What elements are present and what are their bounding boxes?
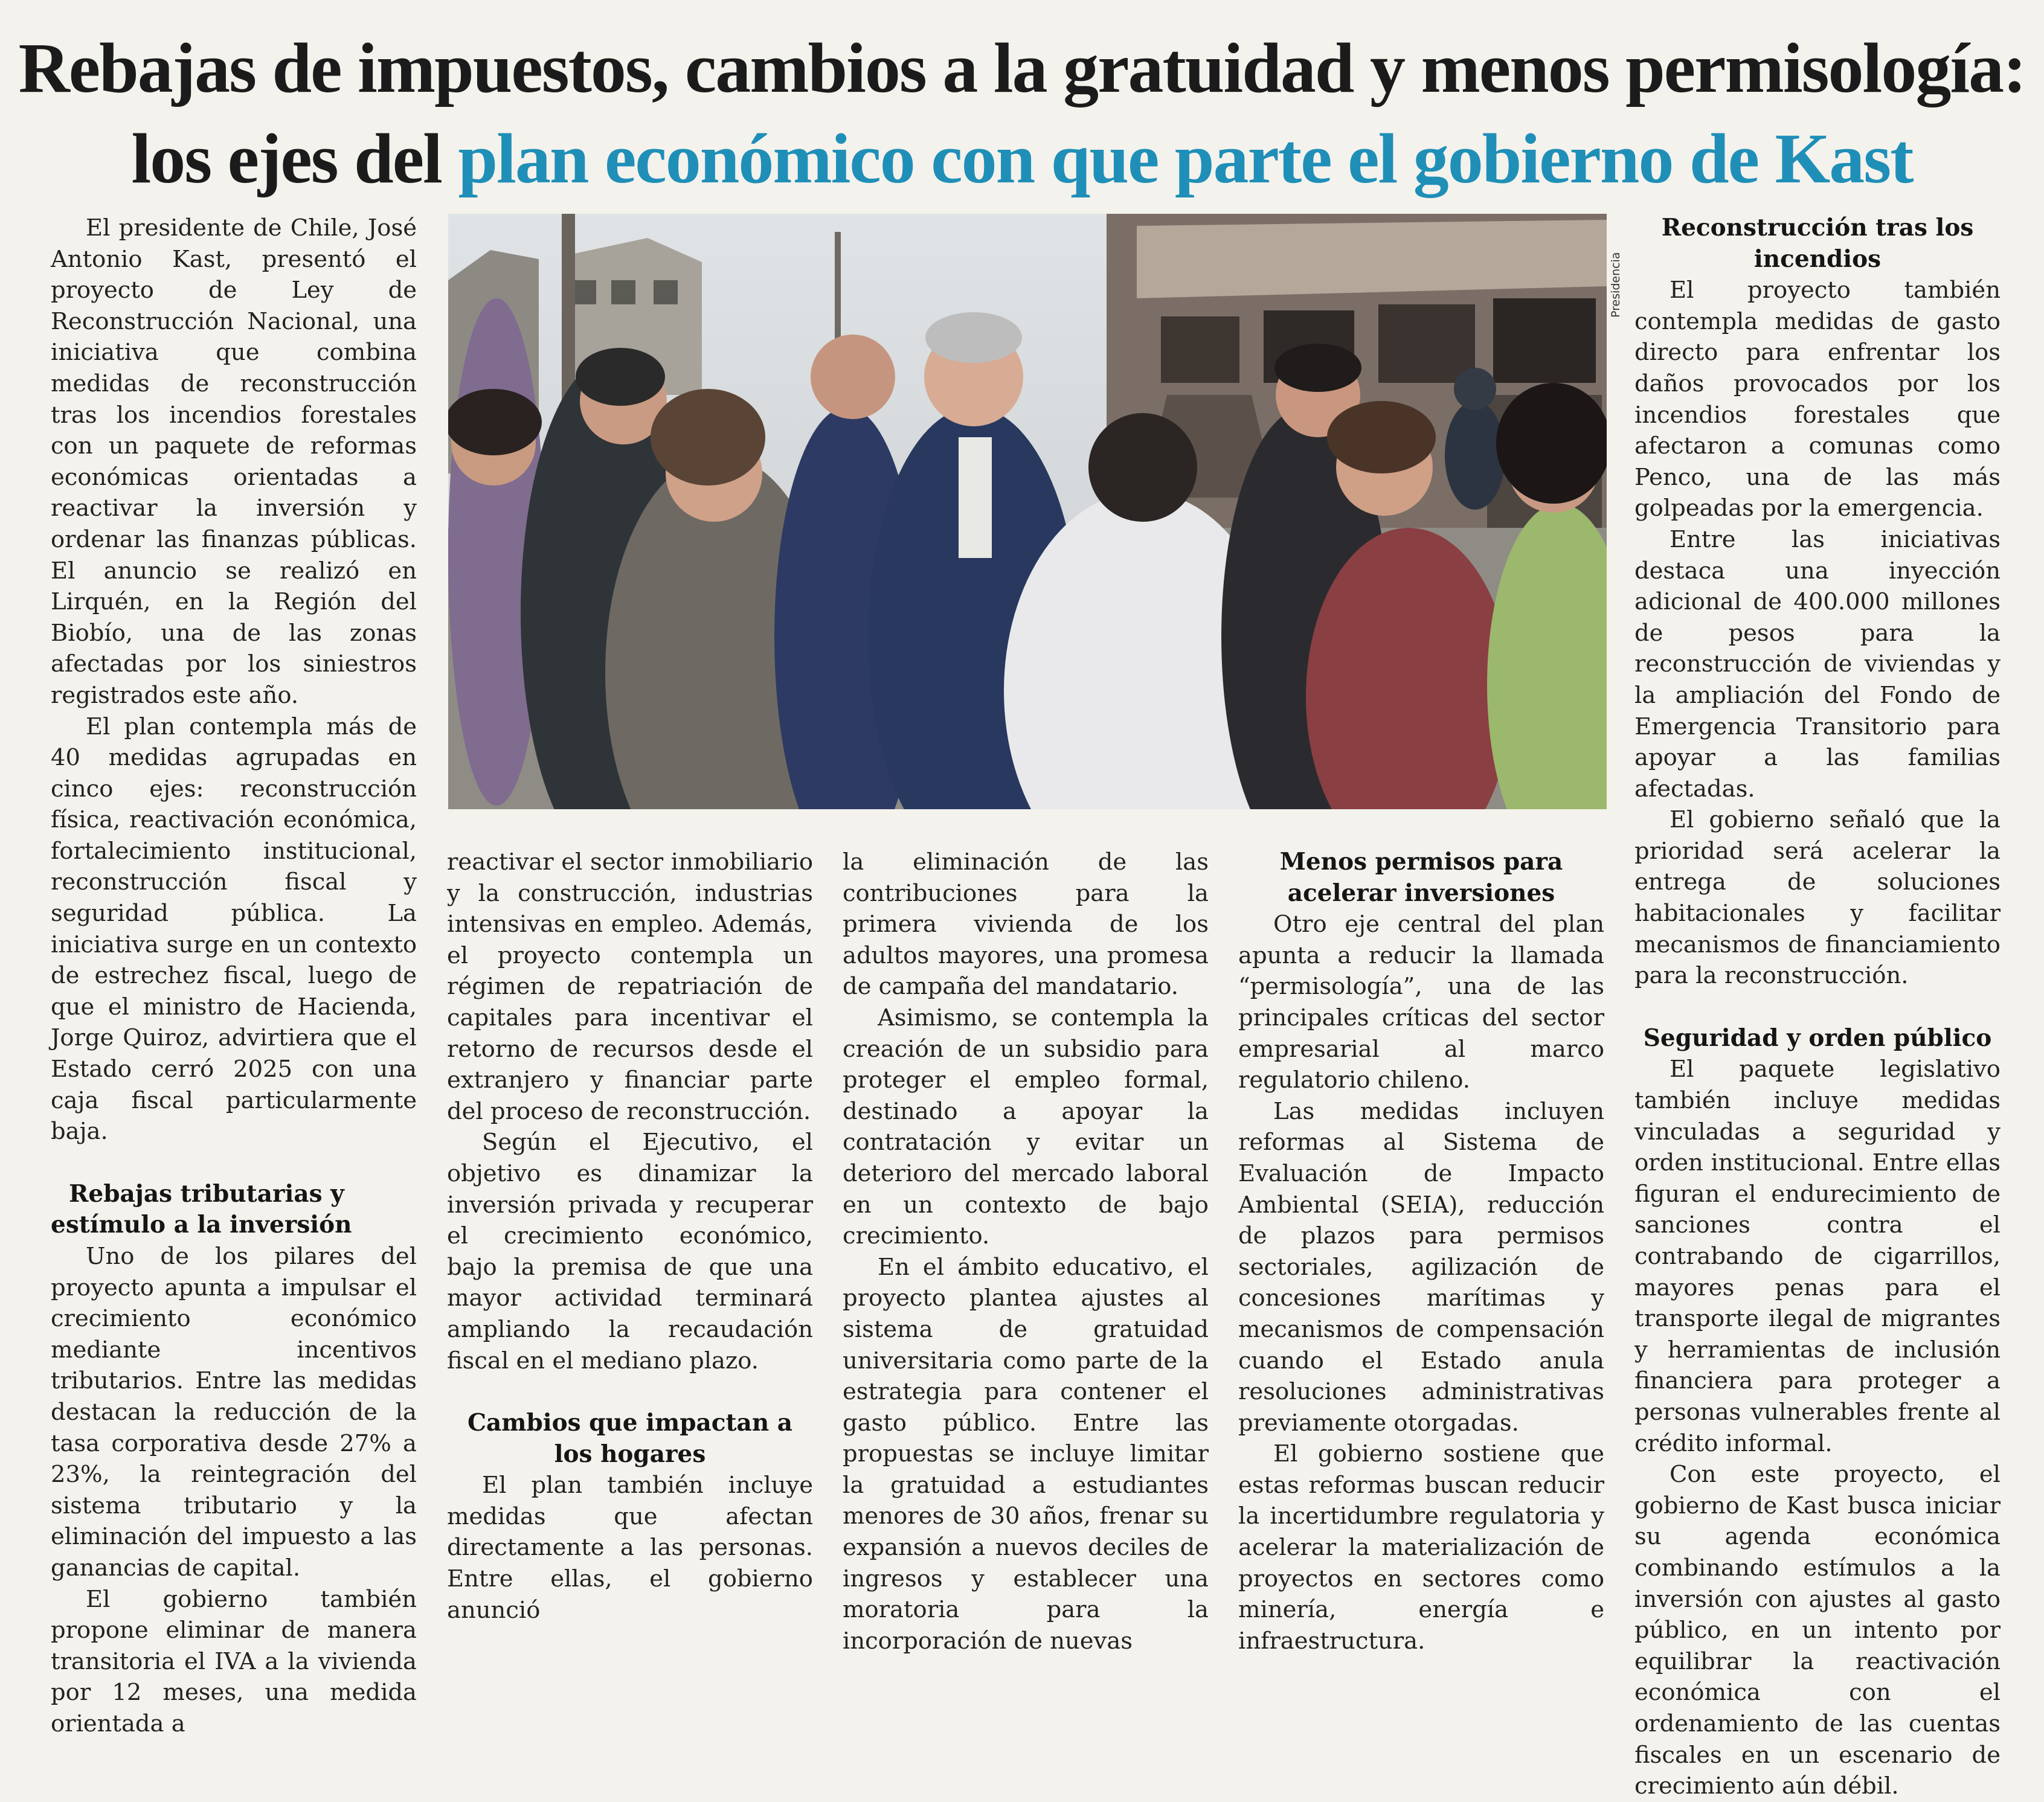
headline-line-2-blue: plan económico con que parte el gobierno de Kast [458,119,1913,198]
paragraph: Asimismo, se contempla la creación de un subsidio para proteger el empleo formal, destinado a apoyar la contratación y evitar un deterioro del mercado laboral en un contexto de bajo crecimiento. [843,1004,1209,1250]
paragraph: Uno de los pilares del proyecto apunta a impulsar el crecimiento económico mediante incentivos tributarios. Entre las medidas destacan la reducción de la tasa corporativa desde 27% a 23%, la reintegración del sistema tributario y la eliminación del impuesto a las ganancias de capital. [51,1243,417,1582]
photo-illustration [448,214,1607,809]
paragraph: El gobierno también propone eliminar de manera transitoria el IVA a la vivienda por 12 meses, una medida orientada a [51,1585,417,1737]
paragraph: Entre las iniciativas destaca una inyección adicional de 400.000 millones de pesos para la reconstrucción de viviendas y la ampliación del Fondo de Emergencia Transitorio para apoyar a las familias afectadas. [1634,525,2001,803]
paragraph: reactivar el sector inmobiliario y la construcción, industrias intensivas en empleo. Además, el proyecto contempla un régimen de repatriación de capitales para incentivar el retorno de recursos desde el extranjero y financiar parte del proceso de reconstrucción. [447,848,813,1125]
paragraph: El plan también incluye medidas que afectan directamente a las personas. Entre ellas, el gobierno anunció [447,1472,813,1624]
paragraph: Con este proyecto, el gobierno de Kast busca iniciar su agenda económica combinando estímulos a la inversión con ajustes al gasto público, en un intento por equilibrar la reactivación económica con el ordenamiento de las cuentas fiscales en un escenario de crecimiento aún débil. [1634,1461,2001,1800]
paragraph: El plan contempla más de 40 medidas agrupadas en cinco ejes: reconstrucción física, reactivación económica, fortalecimiento institucional, reconstrucción fiscal y seguridad pública. La iniciativa surge en un contexto de estrechez fiscal, luego de que el ministro de Hacienda, Jorge Quiroz, advirtiera que el Estado cerró 2025 con una caja fiscal particularmente baja. [51,713,417,1146]
paragraph: El paquete legislativo también incluye medidas vinculadas a seguridad y orden institucional. Entre ellas figuran el endurecimiento de sanciones contra el contrabando de cigarrillos, mayores penas para el transporte ilegal de migrantes y herramientas de inclusión financiera para proteger a personas vulnerables frente al crédito informal. [1634,1056,2001,1457]
section-heading: Reconstrucción tras los incendios [1661,214,1974,273]
photo-credit: Presidencia [1609,252,1622,318]
article-column-5 [1634,213,2001,1802]
section-heading: Menos permisos para acelerar inversiones [1279,848,1563,907]
paragraph: El proyecto también contempla medidas de gasto directo para enfrentar los daños provocados por los incendios forestales que afectaron a comunas como Penco, una de las más golpeadas por la emergencia. [1634,277,2001,522]
headline-line-2 [0,114,2044,204]
paragraph: El presidente de Chile, José Antonio Kast, presentó el proyecto de Ley de Reconstrucción Nacional, una iniciativa que combina medidas de reconstrucción tras los incendios forestales con un paquete de reformas económicas orientadas a reactivar la inversión y ordenar las finanzas públicas. El anuncio se realizó en Lirquén, en la Región del Biobío, una de las zonas afectadas por los siniestros registrados este año. [51,214,417,709]
paragraph: El gobierno sostiene que estas reformas buscan reducir la incertidumbre regulatoria y acelerar la materialización de proyectos en sectores como minería, energía e infraestructura. [1238,1440,1604,1655]
paragraph: En el ámbito educativo, el proyecto plantea ajustes al sistema de gratuidad universitaria como parte de la estrategia para contener el gasto público. Entre las propuestas se incluye limitar la gratuidad a estudiantes menores de 30 años, frenar su expansión a nuevos deciles de ingresos y establecer una moratoria para la incorporación de nuevas [843,1253,1209,1655]
paragraph: Las medidas incluyen reformas al Sistema de Evaluación de Impacto Ambiental (SEIA), reducción de plazos para permisos sectoriales, agilización de concesiones marítimas y mecanismos de compensación cuando el Estado anula resoluciones administrativas previamente otorgadas. [1238,1097,1604,1437]
section-heading: Cambios que impactan a los hogares [467,1409,793,1468]
headline-line-2-black: los ejes del [131,119,458,198]
paragraph: Según el Ejecutivo, el objetivo es dinamizar la inversión privada y recuperar el crecimiento económico, bajo la premisa de que una mayor actividad terminará ampliando la recaudación fiscal en el mediano plazo. [447,1129,813,1374]
article-column-1 [51,213,417,1740]
section-heading: Rebajas tributarias y estímulo a la inversión [51,1179,352,1239]
paragraph: Otro eje central del plan apunta a reducir la llamada “permisología”, una de las principales críticas del sector empresarial al marco regulatorio chileno. [1238,911,1604,1094]
article-column-3 [843,847,1209,1656]
article-column-4 [1238,847,1604,1656]
article-column-2 [447,847,813,1626]
section-heading: Seguridad y orden público [1643,1024,1992,1052]
paragraph: El gobierno señaló que la prioridad será acelerar la entrega de soluciones habitacionales y facilitar mecanismos de financiamiento para la reconstrucción. [1634,806,2001,990]
news-photo [448,214,1607,809]
headline [0,23,2044,204]
paragraph: la eliminación de las contribuciones para la primera vivienda de los adultos mayores, una promesa de campaña del mandatario. [843,848,1209,1001]
headline-line-1: Rebajas de impuestos, cambios a la gratuidad y menos permisología: [18,28,2026,107]
